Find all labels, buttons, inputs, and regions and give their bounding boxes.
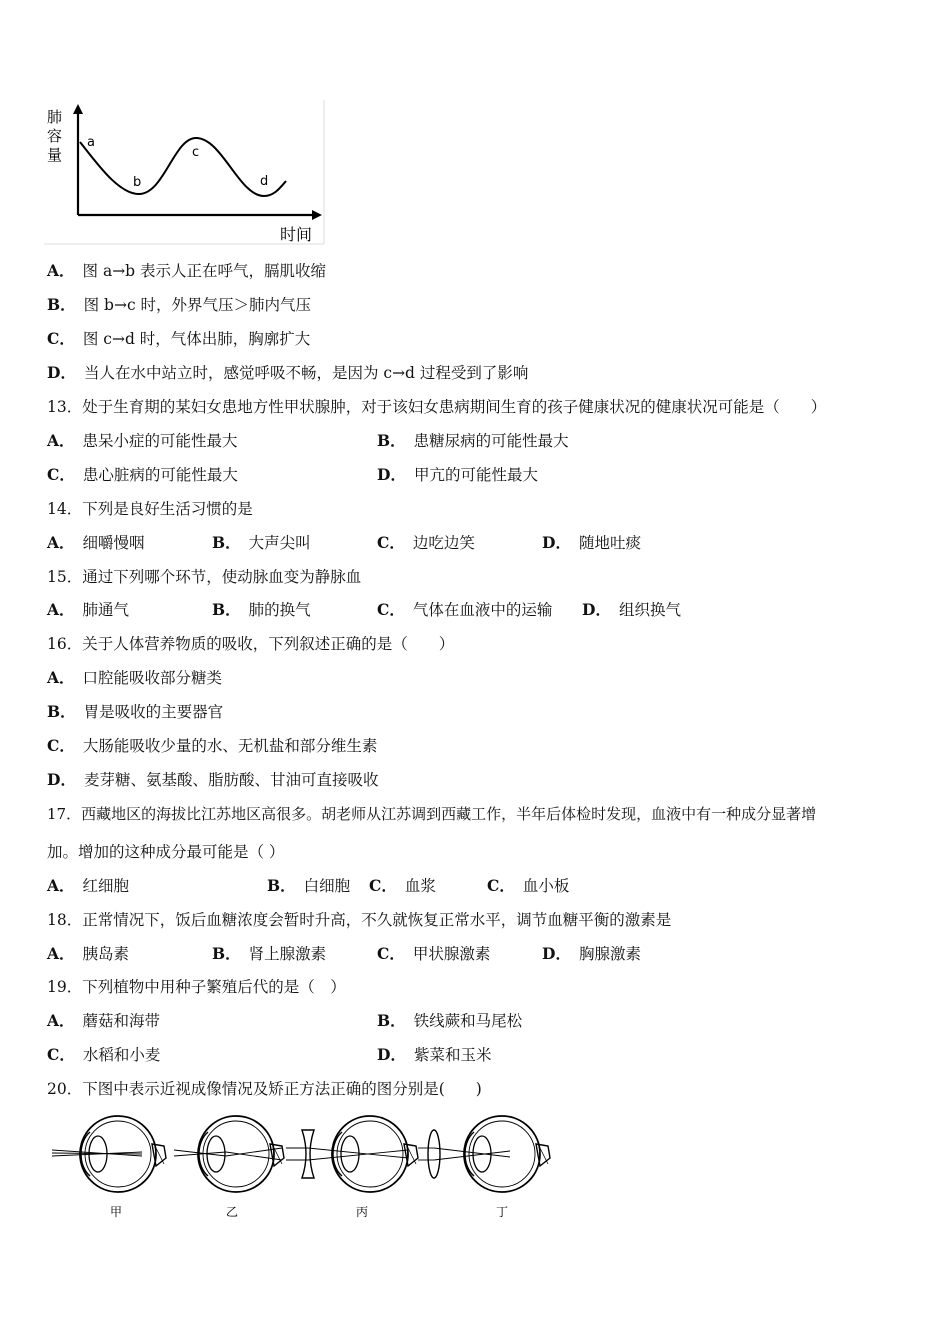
q15-option-c[interactable]: C． 气体在血液中的运输 — [377, 600, 553, 619]
q12-option-d[interactable]: D． 当人在水中站立时，感觉呼吸不畅，是因为 c→d 过程受到了影响 — [47, 363, 529, 382]
q19-option-a[interactable]: A． 蘑菇和海带 — [47, 1011, 161, 1030]
q16-option-d[interactable]: D． 麦芽糖、氨基酸、脂肪酸、甘油可直接吸收 — [47, 770, 379, 789]
q17-stem-line2: 加。增加的这种成分最可能是（ ） — [47, 843, 285, 861]
point-a-label: a — [87, 135, 95, 150]
y-axis-arrow — [73, 104, 83, 114]
q16-stem: 16．关于人体营养物质的吸收，下列叙述正确的是（ ） — [47, 635, 455, 653]
q13-stem: 13．处于生育期的某妇女患地方性甲状腺肿，对于该妇女患病期间生育的孩子健康状况的健康状况可能是（ ） — [47, 398, 827, 416]
y-axis-label-1: 肺 — [47, 108, 63, 126]
q17-option-c[interactable]: C． 血浆 — [369, 876, 436, 895]
figure-label-jia: 甲 — [110, 1205, 123, 1219]
figure-label-bing: 丙 — [356, 1205, 369, 1219]
lung-volume-graph — [44, 100, 326, 246]
q15-stem: 15．通过下列哪个环节，使动脉血变为静脉血 — [47, 568, 362, 586]
q17-stem-line1: 17．西藏地区的海拔比江苏地区高很多。胡老师从江苏调到西藏工作，半年后体检时发现，血液中有一种成分显著增 — [47, 805, 817, 823]
q15-option-a[interactable]: A． 肺通气 — [47, 600, 130, 619]
point-b-label: b — [133, 175, 142, 190]
q14-option-c[interactable]: C． 边吃边笑 — [377, 533, 475, 552]
eye-diagram-yi — [174, 1116, 284, 1219]
q15-option-d[interactable]: D． 组织换气 — [582, 600, 681, 619]
eye-diagram-ding — [418, 1116, 550, 1219]
x-axis-arrow — [312, 210, 322, 220]
q18-option-d[interactable]: D． 胸腺激素 — [542, 944, 641, 963]
q14-stem: 14．下列是良好生活习惯的是 — [47, 500, 253, 518]
q19-option-b[interactable]: B． 铁线蕨和马尾松 — [377, 1011, 523, 1030]
q19-option-d[interactable]: D． 紫菜和玉米 — [377, 1045, 492, 1064]
q17-option-a[interactable]: A． 红细胞 — [47, 876, 130, 895]
q12-option-b[interactable]: B． 图 b→c 时，外界气压＞肺内气压 — [47, 295, 312, 314]
q14-option-d[interactable]: D． 随地吐痰 — [542, 533, 641, 552]
q14-option-b[interactable]: B． 大声尖叫 — [212, 533, 311, 552]
lung-volume-curve — [80, 138, 286, 196]
q19-stem: 19．下列植物中用种子繁殖后代的是（ ） — [47, 978, 346, 996]
q13-option-a[interactable]: A． 患呆小症的可能性最大 — [47, 431, 238, 450]
q16-option-a[interactable]: A． 口腔能吸收部分糖类 — [47, 668, 223, 687]
eye-diagrams — [50, 1112, 560, 1224]
q13-option-d[interactable]: D． 甲亢的可能性最大 — [377, 465, 538, 484]
q13-option-b[interactable]: B． 患糖尿病的可能性最大 — [377, 431, 569, 450]
q12-option-c[interactable]: C． 图 c→d 时，气体出肺，胸廓扩大 — [47, 329, 311, 348]
eye-diagram-jia — [52, 1116, 166, 1219]
q17-option-d[interactable]: C． 血小板 — [487, 876, 570, 895]
q16-option-c[interactable]: C． 大肠能吸收少量的水、无机盐和部分维生素 — [47, 736, 378, 755]
y-axis-label-2: 容 — [47, 127, 63, 145]
figure-label-yi: 乙 — [226, 1205, 239, 1219]
q12-option-a[interactable]: A． 图 a→b 表示人正在呼气，膈肌收缩 — [47, 261, 327, 280]
y-axis-label-3: 量 — [47, 146, 63, 164]
q16-option-b[interactable]: B． 胃是吸收的主要器官 — [47, 702, 224, 721]
q17-option-b[interactable]: B． 白细胞 — [267, 876, 351, 895]
eye-diagram-bing — [286, 1116, 418, 1219]
q19-option-c[interactable]: C． 水稻和小麦 — [47, 1045, 161, 1064]
q20-stem: 20．下图中表示近视成像情况及矫正方法正确的图分别是( ) — [47, 1080, 482, 1098]
figure-label-ding: 丁 — [496, 1205, 509, 1219]
q18-option-a[interactable]: A． 胰岛素 — [47, 944, 130, 963]
q18-option-c[interactable]: C． 甲状腺激素 — [377, 944, 491, 963]
q18-stem: 18．正常情况下，饭后血糖浓度会暂时升高，不久就恢复正常水平，调节血糖平衡的激素是 — [47, 911, 672, 929]
x-axis-label: 时间 — [280, 225, 313, 244]
q15-option-b[interactable]: B． 肺的换气 — [212, 600, 311, 619]
q13-option-c[interactable]: C． 患心脏病的可能性最大 — [47, 465, 238, 484]
q14-option-a[interactable]: A． 细嚼慢咽 — [47, 533, 145, 552]
point-d-label: d — [260, 174, 269, 189]
point-c-label: c — [192, 145, 200, 160]
q18-option-b[interactable]: B． 肾上腺激素 — [212, 944, 327, 963]
